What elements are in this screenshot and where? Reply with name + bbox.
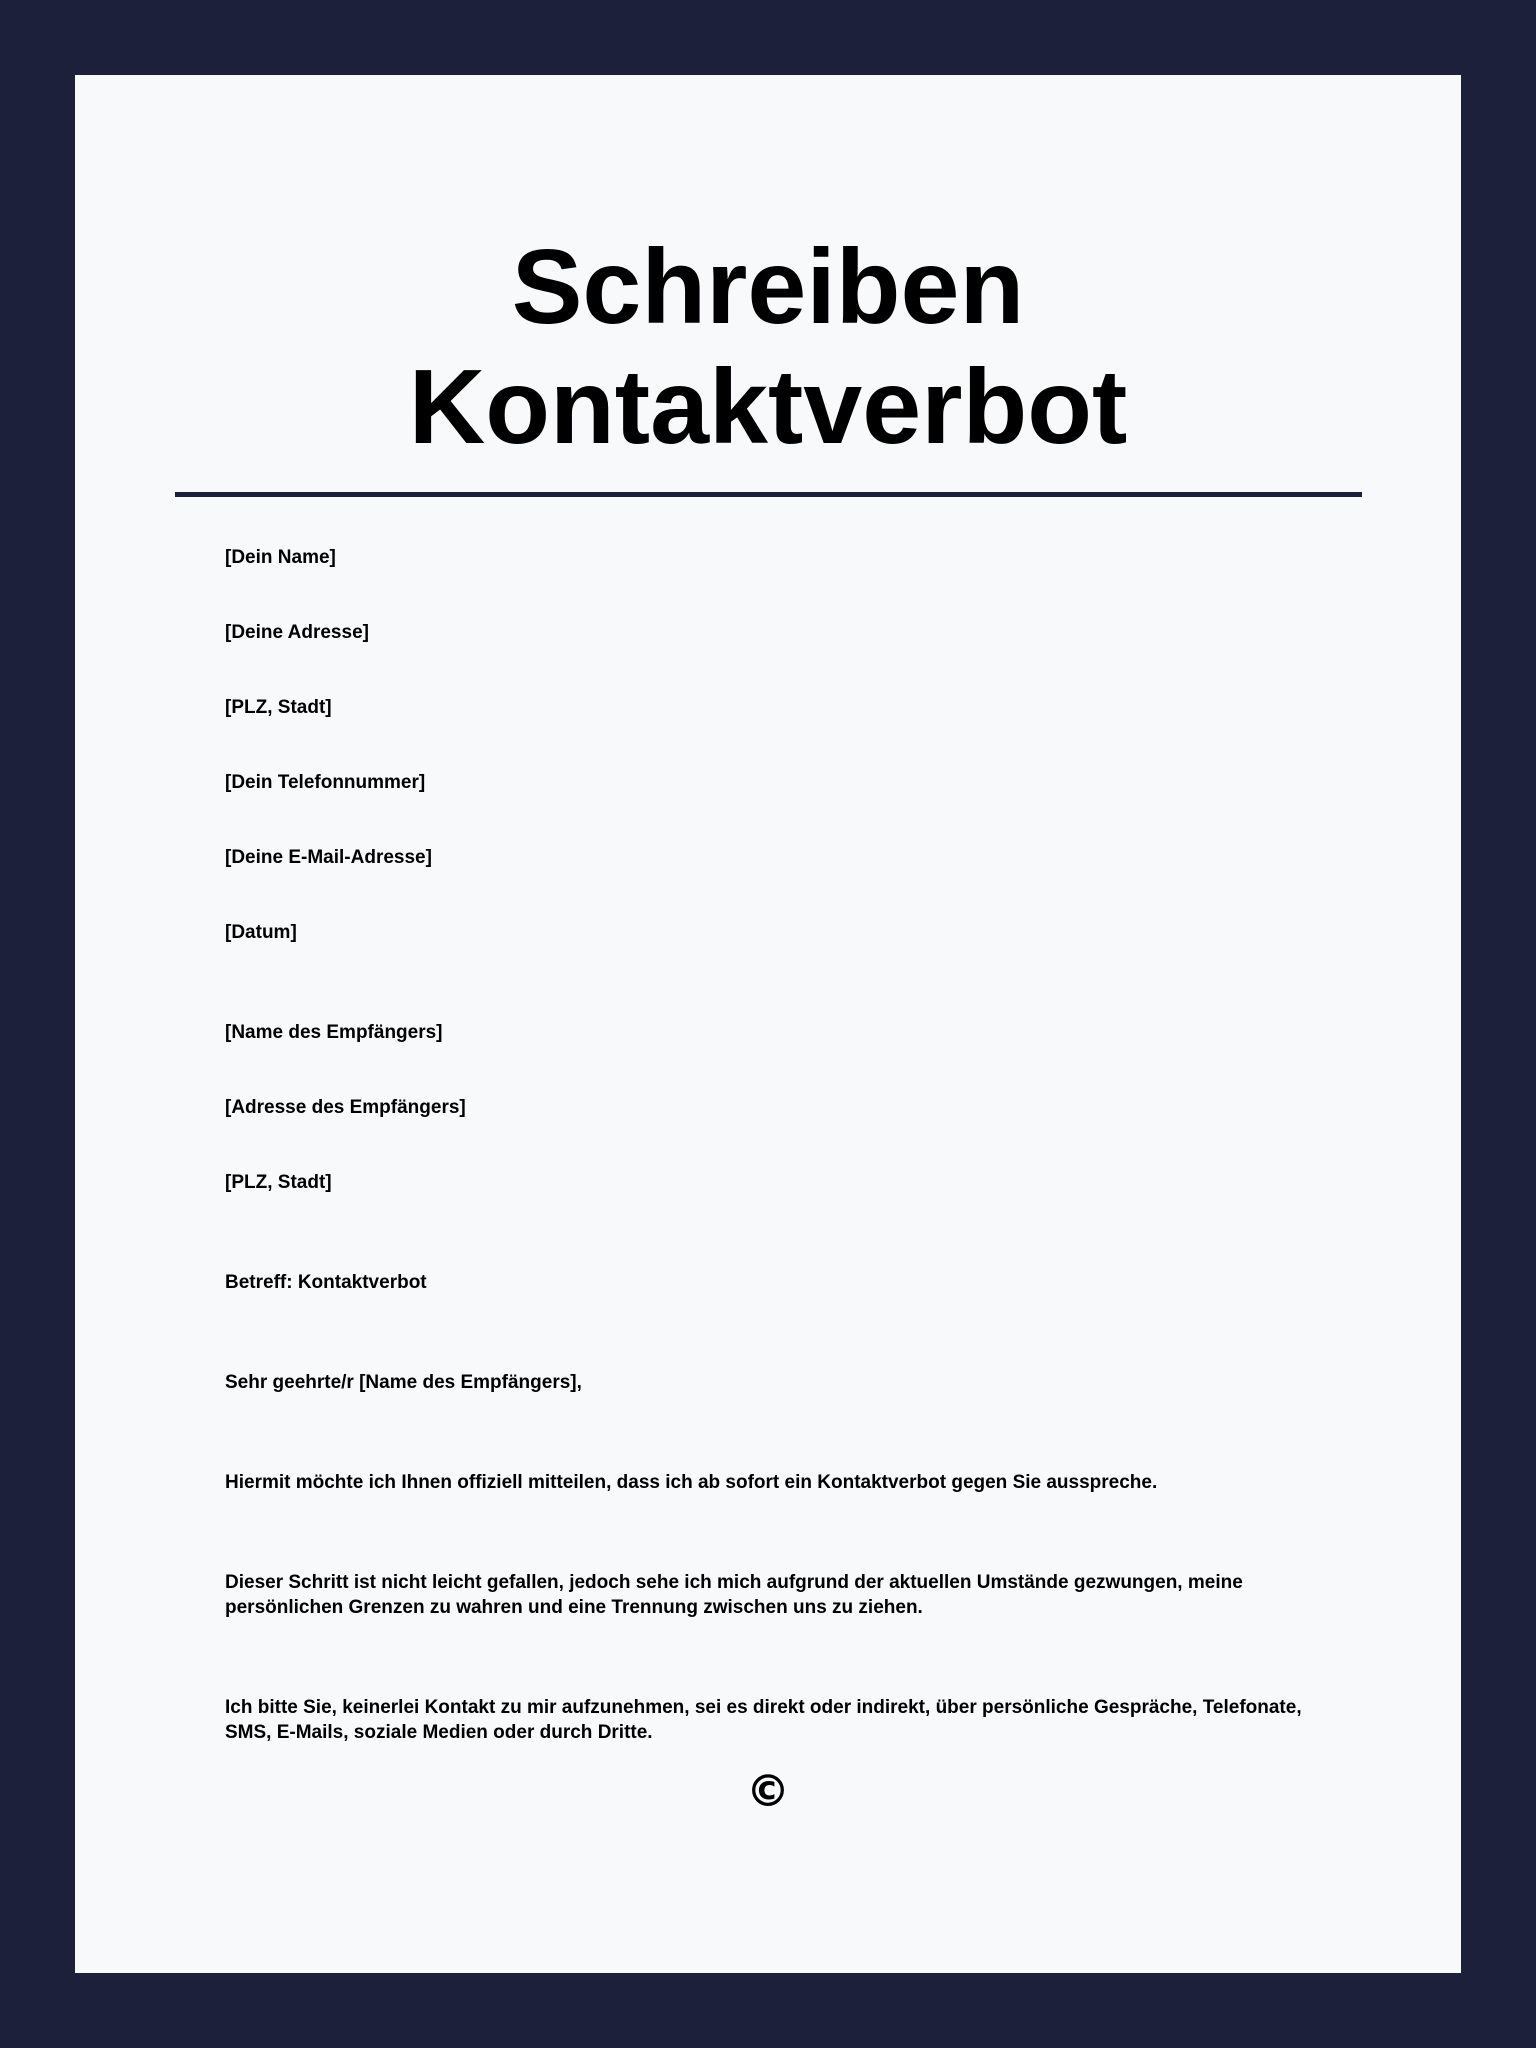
body-paragraph-2: Dieser Schritt ist nicht leicht gefallen, jedoch sehe ich mich aufgrund der aktuellen Umstände gezwungen, meine persönlichen Grenzen zu wahren und eine Trennung zwischen uns zu ziehen. <box>225 1572 1243 1618</box>
title-divider <box>175 492 1362 497</box>
document-page <box>75 75 1461 1973</box>
sender-email: [Deine E-Mail-Adresse] <box>225 847 432 868</box>
copyright-icon: © <box>746 1766 790 1817</box>
recipient-name: [Name des Empfängers] <box>225 1022 443 1043</box>
recipient-city: [PLZ, Stadt] <box>225 1172 332 1193</box>
document-title <box>75 227 1461 467</box>
letter-salutation: Sehr geehrte/r [Name des Empfängers], <box>225 1372 582 1393</box>
title-line-1: Schreiben <box>511 228 1025 346</box>
body-paragraph-1: Hiermit möchte ich Ihnen offiziell mitteilen, dass ich ab sofort ein Kontaktverbot gegen Sie ausspreche. <box>225 1472 1158 1493</box>
recipient-address: [Adresse des Empfängers] <box>225 1097 466 1118</box>
title-line-2: Kontaktverbot <box>408 348 1128 466</box>
sender-city: [PLZ, Stadt] <box>225 697 332 718</box>
letter-subject: Betreff: Kontaktverbot <box>225 1272 427 1293</box>
sender-address: [Deine Adresse] <box>225 622 369 643</box>
letter-date: [Datum] <box>225 922 297 943</box>
body-paragraph-3: Ich bitte Sie, keinerlei Kontakt zu mir aufzunehmen, sei es direkt oder indirekt, über persönliche Gespräche, Telefonate, SMS, E-Mails, soziale Medien oder durch Dritte. <box>225 1697 1302 1743</box>
sender-name: [Dein Name] <box>225 547 336 568</box>
sender-phone: [Dein Telefonnummer] <box>225 772 426 793</box>
